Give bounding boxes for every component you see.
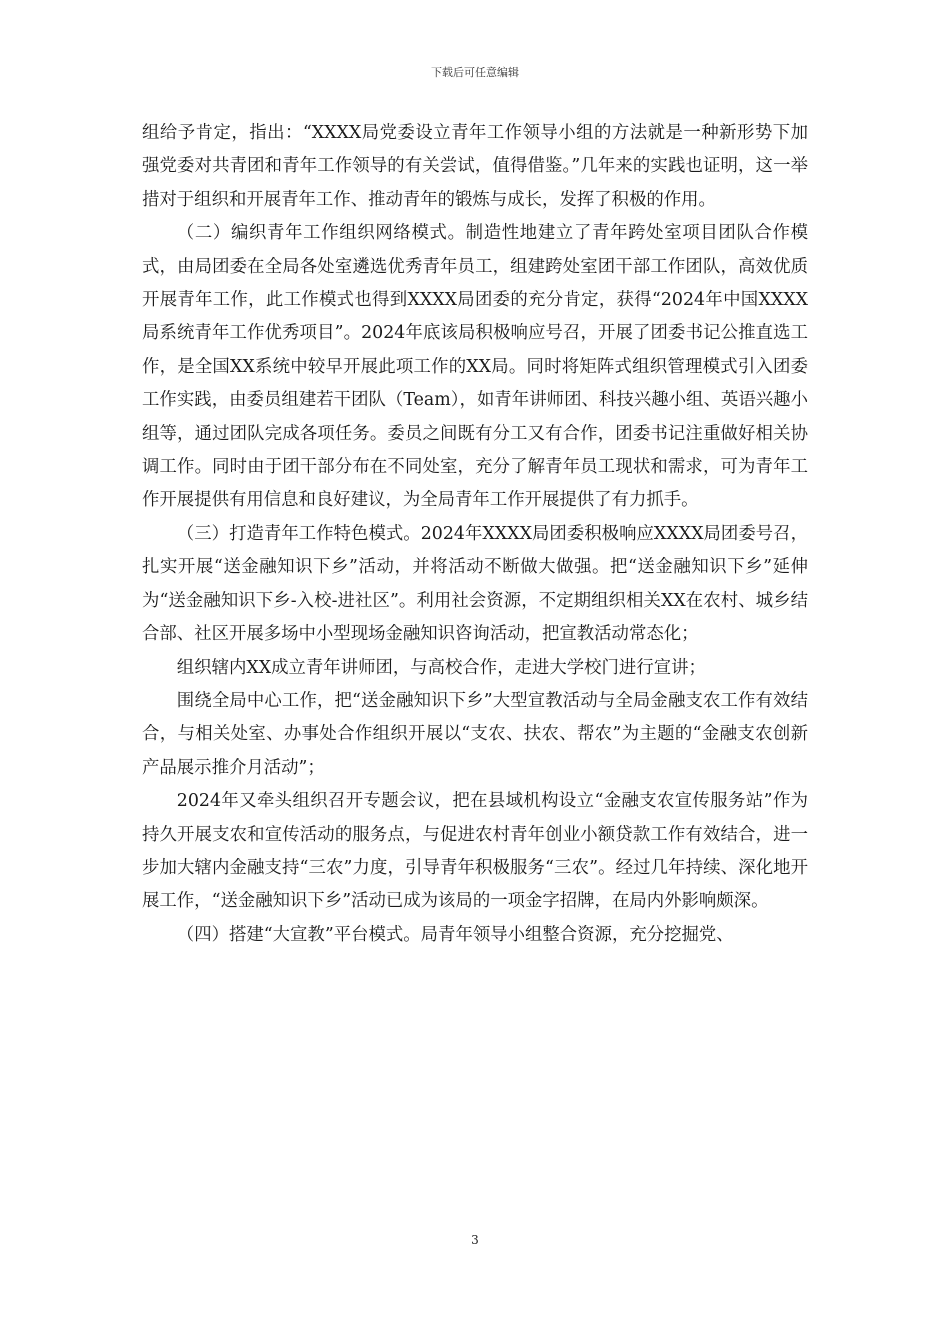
paragraph-service-station: 2024年又牵头组织召开专题会议，把在县域机构设立“金融支农宣传服务站”作为持久开展支农和宣传活动的服务点，与促进农村青年创业小额贷款工作有效结合，进一步加大辖内金融支持“三农”力度，引导青年积极服务“三农”。经过几年持续、深化地开展工作，“送金融知识下乡”活动已成为该局的一项金字招牌，在局内外影响颇深。 <box>142 791 808 912</box>
page-number: 3 <box>471 1233 479 1247</box>
page-header-note: 下载后可任意编辑 <box>431 66 519 79</box>
paragraph-agriculture-support: 围绕全局中心工作，把“送金融知识下乡”大型宣教活动与全局金融支农工作有效结合，与相关处室、办事处合作组织开展以“支农、扶农、帮农”为主题的“金融支农创新产品展示推介月活动”； <box>142 690 808 778</box>
paragraph-section-4: （四）搭建“大宣教”平台模式。局青年领导小组整合资源，充分挖掘党、 <box>176 924 734 945</box>
paragraph-lecturer-group: 组织辖内XX成立青年讲师团，与高校合作，走进大学校门进行宣讲； <box>176 657 706 678</box>
document-body <box>142 117 808 952</box>
paragraph-continuation: 组给予肯定，指出：“XXXX局党委设立青年工作领导小组的方法就是一种新形势下加强党委对共青团和青年工作领导的有关尝试，值得借鉴。”几年来的实践也证明，这一举措对于组织和开展青年工作、推动青年的锻炼与成长，发挥了积极的作用。 <box>142 123 808 210</box>
paragraph-section-3: （三）打造青年工作特色模式。2024年XXXX局团委积极响应XXXX局团委号召，扎实开展“送金融知识下乡”活动，并将活动不断做大做强。把“送金融知识下乡”延伸为“送金融知识下乡-入校-进社区”。利用社会资源，不定期组织相关XX在农村、城乡结合部、社区开展多场中小型现场金融知识咨询活动，把宣教活动常态化； <box>142 523 808 645</box>
paragraph-section-2: （二）编织青年工作组织网络模式。制造性地建立了青年跨处室项目团队合作模式，由局团委在全局各处室遴选优秀青年员工，组建跨处室团干部工作团队，高效优质开展青年工作，此工作模式也得到XXXX局团委的充分肯定，获得“2024年中国XXXX局系统青年工作优秀项目”。2024年底该局积极响应号召，开展了团委书记公推直选工作，是全国XX系统中较早开展此项工作的XX局。同时将矩阵式组织管理模式引入团委工作实践，由委员组建若干团队（Team），如青年讲师团、科技兴趣小组、英语兴趣小组等，通过团队完成各项任务。委员之间既有分工又有合作，团委书记注重做好相关协调工作。同时由于团干部分布在不同处室，充分了解青年员工现状和需求，可为青年工作开展提供有用信息和良好建议，为全局青年工作开展提供了有力抓手。 <box>142 223 808 511</box>
